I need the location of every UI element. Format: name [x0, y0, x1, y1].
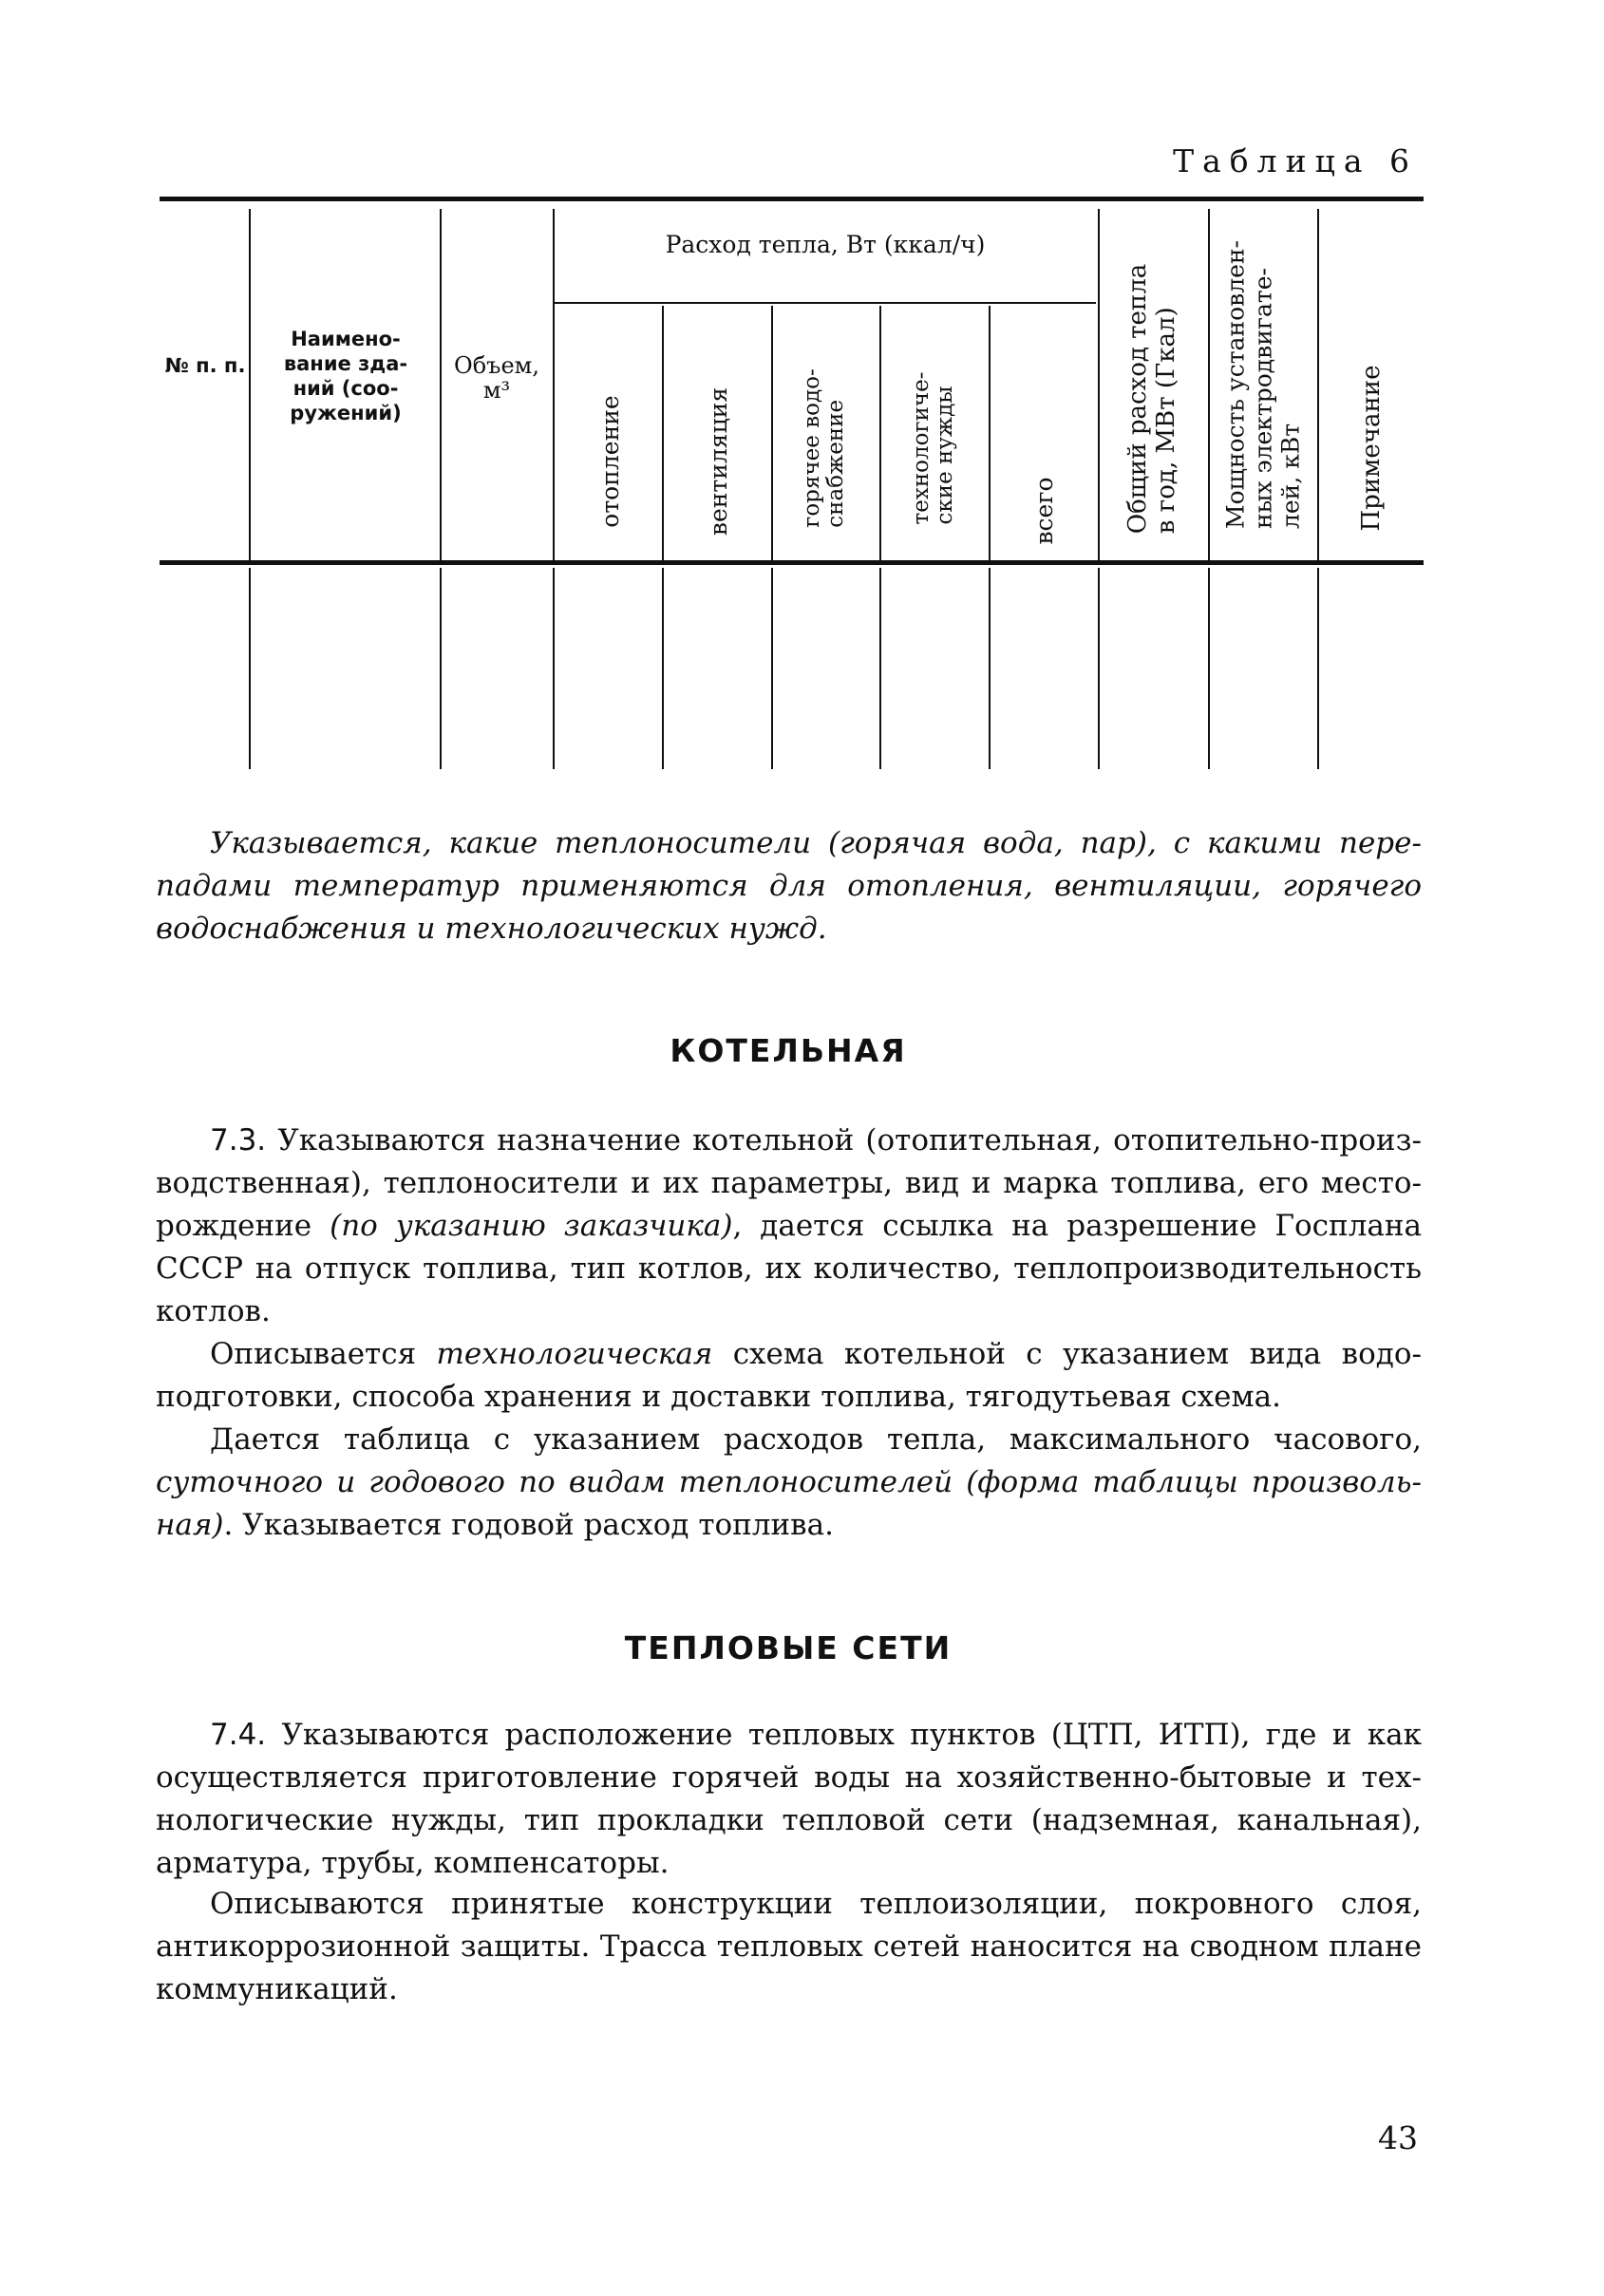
- header-power-line3: лей, кВт: [1276, 423, 1305, 530]
- header-annual: [1123, 264, 1180, 534]
- paragraph-text: , дается ссылка на разрешение Госплана СССР на отпуск топлива, тип котлов, их количество, теплопроизводительность котлов.: [156, 1209, 1423, 1328]
- header-note: Примечание: [1357, 365, 1386, 532]
- col-divider: [1208, 209, 1210, 560]
- col-divider: [553, 209, 555, 560]
- col-divider: [440, 209, 442, 560]
- header-hot-water-line2: снабжение: [823, 399, 848, 528]
- paragraph-text-italic: технологическая: [436, 1337, 713, 1371]
- paragraph-text: Описывается: [210, 1337, 437, 1371]
- paragraph-heat-table: [156, 1419, 1422, 1547]
- header-power: [1222, 240, 1305, 529]
- header-volume: Объем, м³: [454, 352, 539, 404]
- col-divider: [989, 306, 991, 560]
- paragraph-7-4: [156, 1714, 1422, 1885]
- table-top-rule: [160, 197, 1424, 201]
- paragraph-number: 7.3.: [210, 1123, 267, 1157]
- paragraph-text: Указываются назначение котельной (отопительная, отопительно-производственная), теплоносители и их параметры, вид и марка топлива, его месторождение: [156, 1123, 1422, 1243]
- header-power-line2: ных электродвигате-: [1249, 268, 1277, 530]
- paragraph-number: 7.4.: [210, 1718, 267, 1752]
- body-col-divider: [662, 568, 664, 769]
- body-col-divider: [1098, 568, 1100, 769]
- header-tech-line1: технологиче-: [909, 371, 934, 525]
- col-divider: [771, 306, 773, 560]
- heat-group-rule: [555, 302, 1096, 304]
- paragraph-technological-scheme: [156, 1333, 1422, 1419]
- header-power-line1: Мощность установлен-: [1221, 239, 1250, 530]
- paragraph-insulation: Описываются принятые конструкции теплоизоляции, покровного слоя, антикоррозионной защиты. Трасса тепловых сетей наносится на сводном плане коммуникаций.: [156, 1887, 1422, 2006]
- body-col-divider: [989, 568, 991, 769]
- header-technological: [910, 372, 957, 525]
- col-divider: [1098, 209, 1100, 560]
- header-heating: отопление: [596, 395, 624, 528]
- col-divider: [1317, 209, 1319, 560]
- section-heading-heat-networks: ТЕПЛОВЫЕ СЕТИ: [624, 1629, 953, 1666]
- header-hot-water-line1: горячее водо-: [800, 368, 824, 528]
- header-ventilation: вентиляция: [705, 386, 732, 536]
- table-header-rule: [160, 560, 1424, 565]
- header-annual-line1: Общий расход тепла: [1123, 263, 1152, 535]
- col-divider: [879, 306, 881, 560]
- header-total: всего: [1030, 477, 1058, 545]
- section-heading-boiler: КОТЕЛЬНАЯ: [670, 1032, 907, 1069]
- header-hot-water: [801, 368, 848, 527]
- paragraph-heat-carriers: Указывается, какие теплоносители (горячая вода, пар), с какими перепадами температур применяются для отопления, вентиляции, горячего водоснабжения и технологических нужд.: [156, 826, 1422, 946]
- header-num: № п. п.: [164, 354, 246, 377]
- body-col-divider: [1317, 568, 1319, 769]
- table-caption: Таблица 6: [1173, 142, 1418, 179]
- body-col-divider: [249, 568, 251, 769]
- header-annual-line2: в год, МВт (Гкал): [1152, 307, 1180, 535]
- header-heat-group: Расход тепла, Вт (ккал/ч): [665, 231, 986, 258]
- col-divider: [249, 209, 251, 560]
- body-col-divider: [771, 568, 773, 769]
- page-number: 43: [1378, 2119, 1418, 2156]
- paragraph-text: схема котельной с указанием вида водоподготовки, способа хранения и доставки топлива, тягодутьевая схема.: [156, 1337, 1422, 1414]
- header-tech-line2: ские нужды: [933, 386, 957, 525]
- paragraph-text-italic: суточного и годового по видам теплоносителей (форма таблицы произвольная): [156, 1465, 1422, 1542]
- paragraph-text: . Указывается годовой расход топлива.: [223, 1508, 834, 1542]
- header-name: Наимено- вание зда- ний (соо- ружений): [283, 328, 408, 424]
- col-divider: [662, 306, 664, 560]
- body-col-divider: [879, 568, 881, 769]
- paragraph-text: Дается таблица с указанием расходов тепла, максимального часового,: [210, 1422, 1422, 1457]
- paragraph-7-3: [156, 1120, 1422, 1333]
- body-col-divider: [440, 568, 442, 769]
- paragraph-text: Указываются расположение тепловых пунктов (ЦТП, ИТП), где и как осуществляется приготовление горячей воды на хозяйственно-бытовые и технологические нужды, тип прокладки тепловой сети (надземная, канальная), арматура, трубы, компенсаторы.: [156, 1718, 1422, 1880]
- body-col-divider: [553, 568, 555, 769]
- paragraph-text-italic: (по указанию заказчика): [330, 1209, 733, 1243]
- body-col-divider: [1208, 568, 1210, 769]
